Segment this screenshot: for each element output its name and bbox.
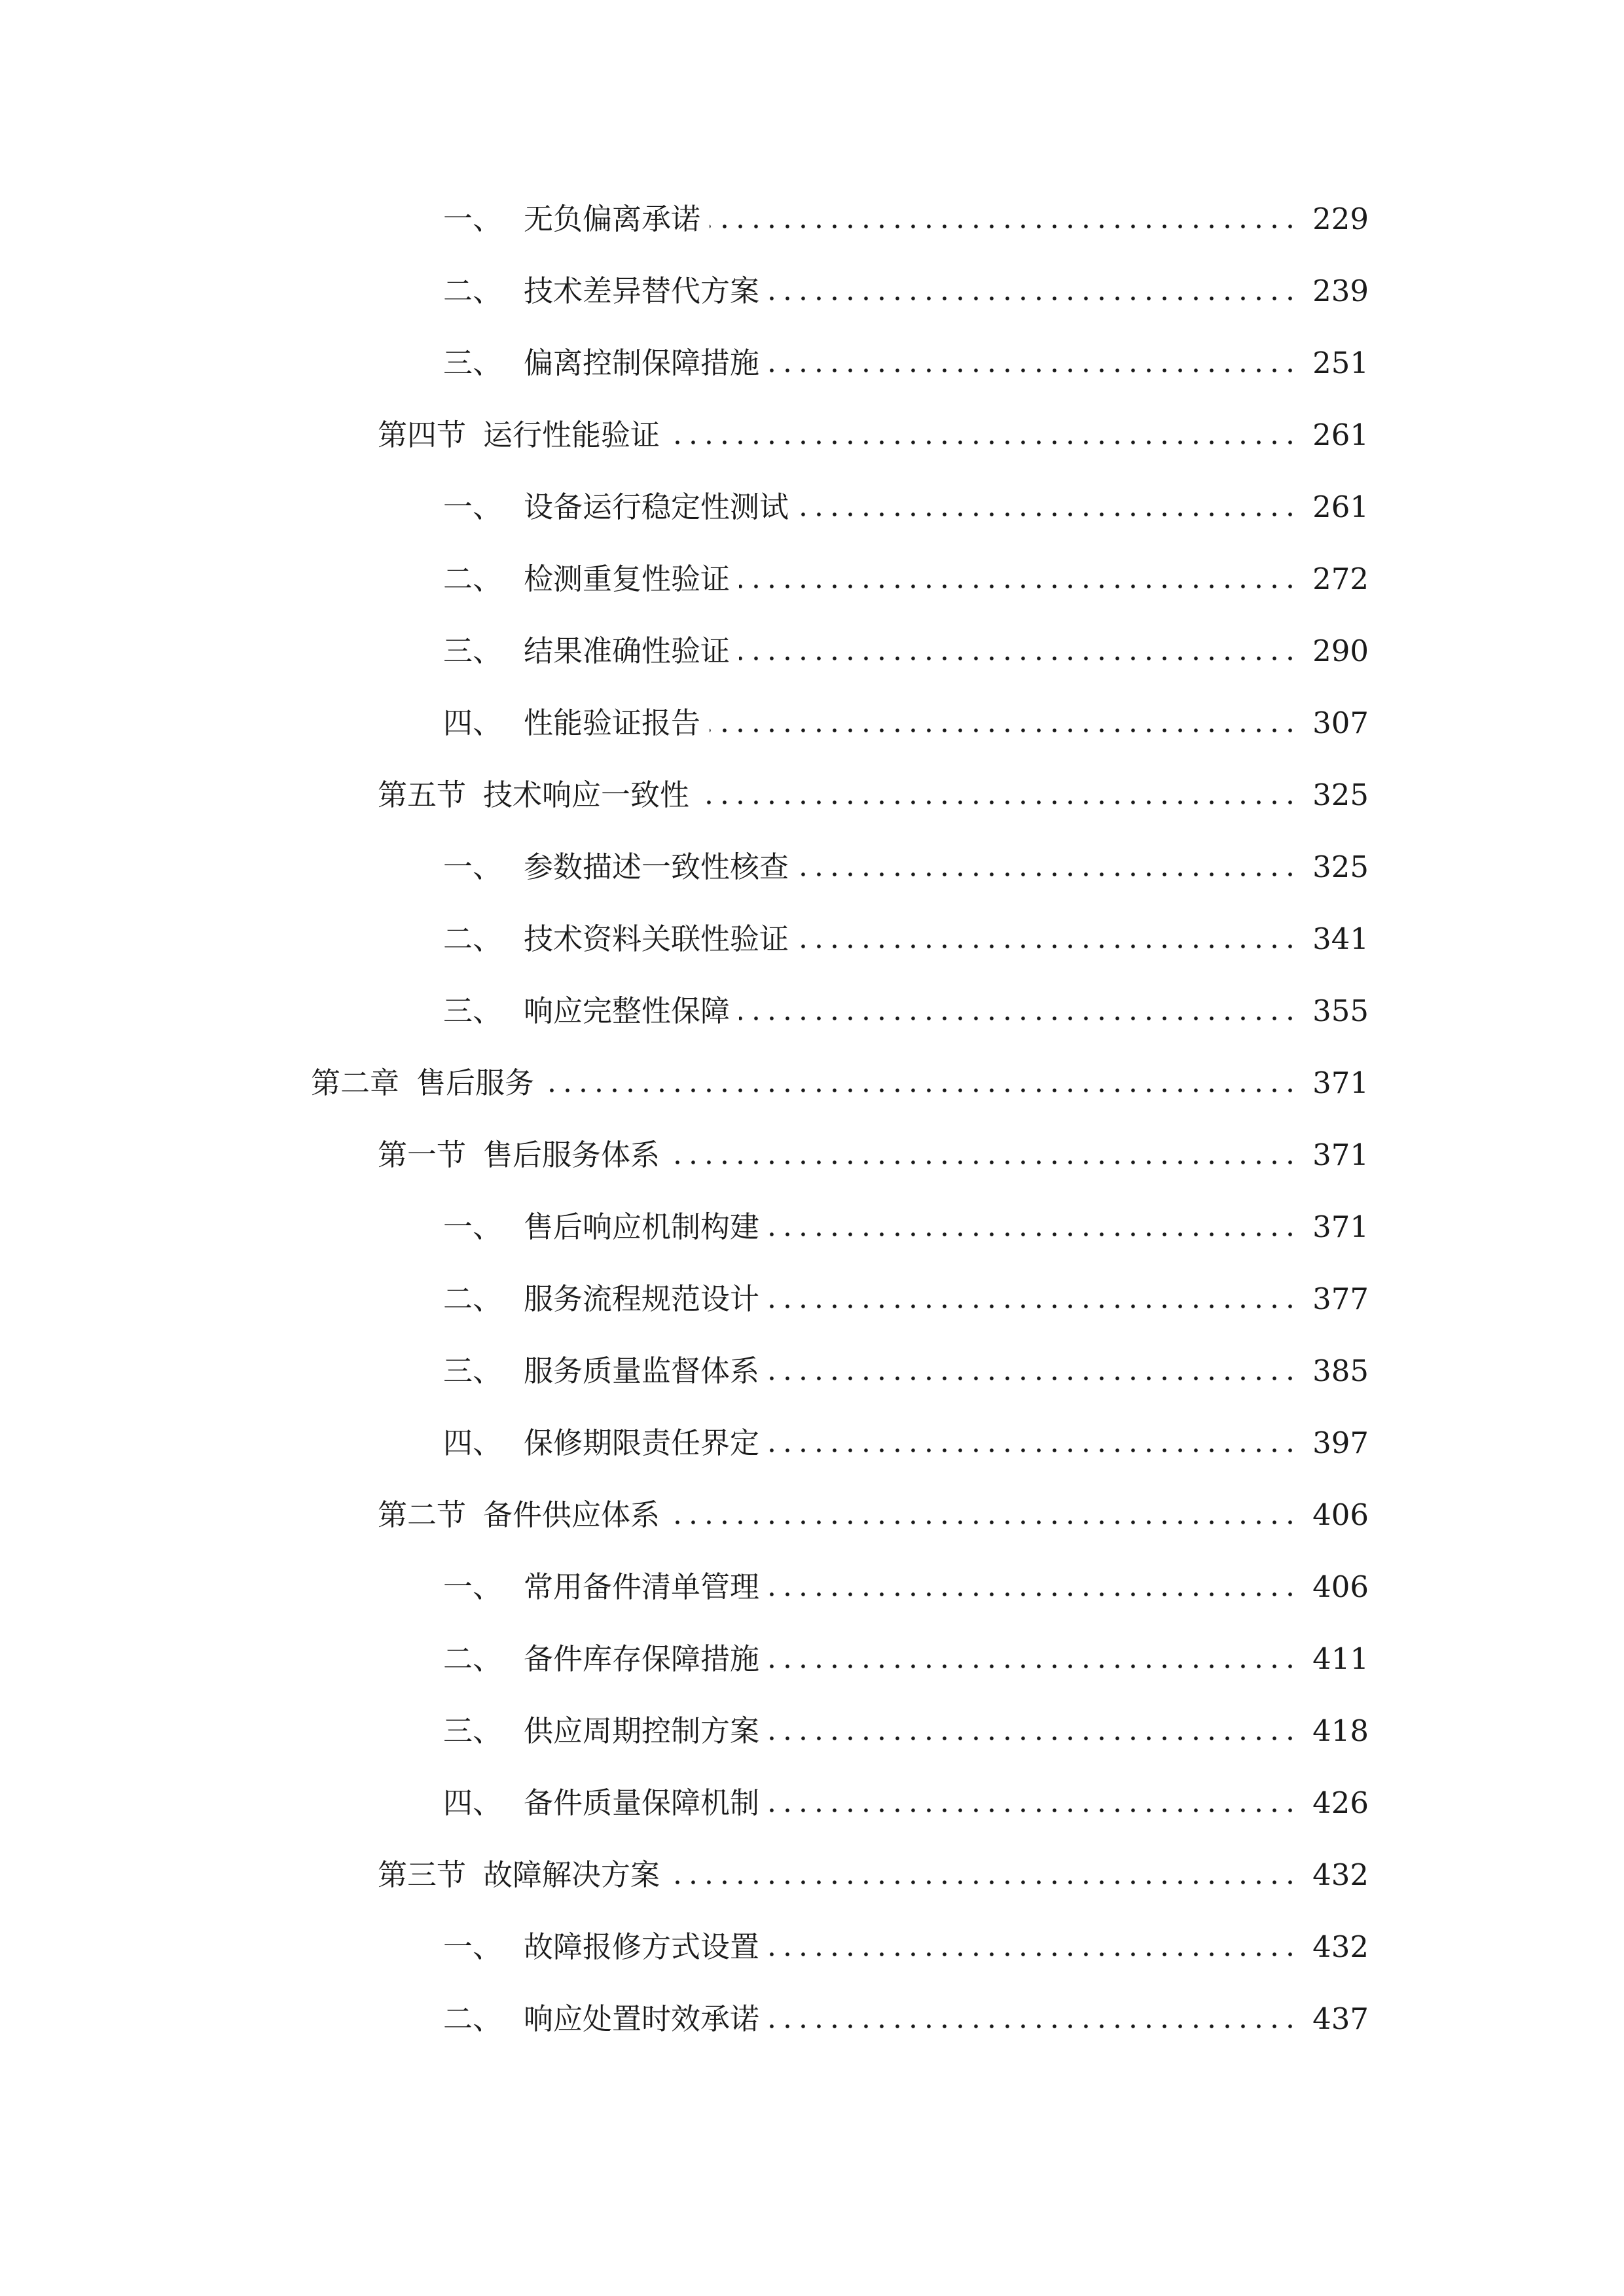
toc-entry[interactable] [0, 481, 1624, 533]
toc-entry-label [0, 1201, 759, 1253]
toc-entry-label [0, 769, 689, 821]
toc-entry-number: 二、 [443, 1641, 503, 1676]
toc-entry-number: 一、 [443, 1929, 503, 1964]
toc-entry-label [0, 1633, 759, 1685]
toc-entry-page: 385 [1312, 1354, 1369, 1388]
toc-entry[interactable] [0, 1345, 1624, 1397]
toc-section-entry[interactable] [0, 1129, 1624, 1181]
toc-entry-title: 故障报修方式设置 [524, 1929, 760, 1964]
dot-leader [768, 1561, 1298, 1613]
toc-entry[interactable] [0, 1417, 1624, 1469]
toc-entry-title: 技术资料关联性验证 [524, 922, 789, 956]
toc-entry-number: 四、 [443, 1785, 503, 1820]
toc-section-entry[interactable] [0, 1849, 1624, 1901]
dot-leader [798, 841, 1298, 893]
toc-entry-page: 411 [1312, 1641, 1369, 1676]
toc-entry-page: 371 [1312, 1138, 1369, 1172]
toc-entry-number: 三、 [443, 634, 503, 668]
toc-entry-title: 偏离控制保障措施 [524, 346, 760, 380]
toc-entry-title: 运行性能验证 [483, 418, 660, 452]
toc-entry-label [0, 1417, 759, 1469]
dot-leader [669, 409, 1298, 461]
dot-leader [768, 1345, 1298, 1397]
toc-entry[interactable] [0, 337, 1624, 389]
toc-entry-label [0, 1849, 660, 1901]
toc-entry[interactable] [0, 697, 1624, 749]
toc-entry-page: 229 [1312, 202, 1369, 236]
toc-entry[interactable] [0, 1201, 1624, 1253]
toc-entry-title: 备件供应体系 [483, 1498, 660, 1532]
toc-entry-number: 一、 [443, 1210, 503, 1244]
toc-entry-number: 第二节 [378, 1498, 467, 1532]
toc-entry-number: 二、 [443, 274, 503, 308]
dot-leader [768, 1273, 1298, 1325]
toc-entry-label [0, 913, 789, 965]
toc-entry-label [0, 1345, 759, 1397]
toc-entry-number: 第五节 [378, 778, 467, 812]
toc-entry-title: 参数描述一致性核查 [524, 850, 789, 884]
toc-entry-page: 325 [1312, 778, 1369, 812]
toc-entry-page: 432 [1312, 1929, 1369, 1964]
toc-entry-label [0, 841, 789, 893]
dot-leader [768, 1777, 1298, 1829]
toc-entry-title: 备件库存保障措施 [524, 1641, 760, 1676]
dot-leader [739, 553, 1298, 605]
toc-entry[interactable] [0, 1777, 1624, 1829]
dot-leader [768, 265, 1298, 317]
toc-entry-page: 239 [1312, 274, 1369, 308]
toc-entry-title: 服务质量监督体系 [524, 1354, 760, 1388]
toc-entry-number: 二、 [443, 1282, 503, 1316]
toc-entry[interactable] [0, 1993, 1624, 2045]
toc-entry-page: 341 [1312, 922, 1369, 956]
toc-entry-page: 325 [1312, 850, 1369, 884]
toc-entry-label [0, 1129, 660, 1181]
toc-entry-page: 272 [1312, 562, 1369, 596]
dot-leader [739, 625, 1298, 677]
dot-leader [798, 913, 1298, 965]
dot-leader [710, 697, 1298, 749]
toc-entry-label [0, 1057, 534, 1109]
toc-entry[interactable] [0, 193, 1624, 245]
toc-entry-title: 技术差异替代方案 [524, 274, 760, 308]
toc-entry-number: 三、 [443, 346, 503, 380]
toc-chapter-entry[interactable] [0, 1057, 1624, 1109]
toc-entry-label [0, 1777, 759, 1829]
toc-entry[interactable] [0, 1561, 1624, 1613]
toc-entry-label [0, 1273, 759, 1325]
toc-entry-number: 二、 [443, 922, 503, 956]
dot-leader [768, 1417, 1298, 1469]
toc-entry-title: 无负偏离承诺 [524, 202, 701, 236]
toc-entry[interactable] [0, 1633, 1624, 1685]
toc-entry[interactable] [0, 625, 1624, 677]
toc-entry-page: 307 [1312, 706, 1369, 740]
toc-entry[interactable] [0, 913, 1624, 965]
dot-leader [669, 1129, 1298, 1181]
toc-entry-label [0, 553, 730, 605]
toc-entry[interactable] [0, 985, 1624, 1037]
toc-entry-number: 第四节 [378, 418, 467, 452]
dot-leader [768, 1921, 1298, 1973]
toc-entry-label [0, 1705, 759, 1757]
dot-leader [768, 1993, 1298, 2045]
toc-entry-title: 技术响应一致性 [483, 778, 690, 812]
toc-entry-number: 二、 [443, 2001, 503, 2036]
toc-entry-label [0, 409, 660, 461]
toc-entry-page: 406 [1312, 1498, 1369, 1532]
toc-entry-label [0, 625, 730, 677]
dot-leader [669, 1849, 1298, 1901]
dot-leader [768, 1201, 1298, 1253]
toc-entry-page: 406 [1312, 1570, 1369, 1604]
toc-section-entry[interactable] [0, 409, 1624, 461]
toc-entry-title: 设备运行稳定性测试 [524, 490, 789, 524]
toc-entry-title: 服务流程规范设计 [524, 1282, 760, 1316]
toc-entry[interactable] [0, 841, 1624, 893]
toc-entry-title: 备件质量保障机制 [524, 1785, 760, 1820]
toc-entry-number: 一、 [443, 1570, 503, 1604]
toc-entry[interactable] [0, 265, 1624, 317]
toc-entry-label [0, 193, 700, 245]
toc-entry-label [0, 1993, 759, 2045]
toc-entry-title: 供应周期控制方案 [524, 1713, 760, 1748]
toc-entry-number: 四、 [443, 1426, 503, 1460]
toc-section-entry[interactable] [0, 769, 1624, 821]
toc-entry-label [0, 1921, 759, 1973]
toc-entry-page: 377 [1312, 1282, 1369, 1316]
toc-entry-title: 常用备件清单管理 [524, 1570, 760, 1604]
toc-entry-number: 四、 [443, 706, 503, 740]
toc-entry-number: 一、 [443, 850, 503, 884]
dot-leader [710, 193, 1298, 245]
toc-entry-page: 261 [1312, 418, 1369, 452]
toc-entry-number: 一、 [443, 490, 503, 524]
toc-entry[interactable] [0, 553, 1624, 605]
toc-entry-label [0, 697, 700, 749]
dot-leader [543, 1057, 1298, 1109]
toc-entry-page: 261 [1312, 490, 1369, 524]
toc-entry-number: 第一节 [378, 1138, 467, 1172]
dot-leader [768, 1633, 1298, 1685]
toc-entry-label [0, 481, 789, 533]
toc-entry-label [0, 265, 759, 317]
toc-entry-label [0, 1561, 759, 1613]
dot-leader [768, 337, 1298, 389]
toc-entry-page: 290 [1312, 634, 1369, 668]
toc-entry-page: 437 [1312, 2001, 1369, 2036]
toc-entry-title: 响应处置时效承诺 [524, 2001, 760, 2036]
toc-entry-page: 426 [1312, 1785, 1369, 1820]
toc-entry-number: 第二章 [311, 1066, 400, 1100]
toc-entry-page: 432 [1312, 1857, 1369, 1892]
toc-entry[interactable] [0, 1273, 1624, 1325]
toc-entry-title: 性能验证报告 [524, 706, 701, 740]
toc-entry-title: 保修期限责任界定 [524, 1426, 760, 1460]
dot-leader [739, 985, 1298, 1037]
toc-entry-title: 售后服务 [416, 1066, 535, 1100]
toc-entry-label [0, 337, 759, 389]
toc-entry-number: 三、 [443, 1354, 503, 1388]
toc-entry-number: 三、 [443, 1713, 503, 1748]
toc-entry-title: 结果准确性验证 [524, 634, 731, 668]
toc-entry-number: 第三节 [378, 1857, 467, 1892]
dot-leader [798, 481, 1298, 533]
toc-entry-page: 251 [1312, 346, 1369, 380]
toc-section-entry[interactable] [0, 1489, 1624, 1541]
toc-entry-number: 一、 [443, 202, 503, 236]
toc-entry[interactable] [0, 1705, 1624, 1757]
toc-entry-page: 371 [1312, 1210, 1369, 1244]
toc-entry-title: 售后服务体系 [483, 1138, 660, 1172]
toc-entry-page: 355 [1312, 994, 1369, 1028]
toc-entry[interactable] [0, 1921, 1624, 1973]
toc-entry-title: 售后响应机制构建 [524, 1210, 760, 1244]
toc-entry-title: 检测重复性验证 [524, 562, 731, 596]
toc-entry-page: 397 [1312, 1426, 1369, 1460]
toc-entry-number: 二、 [443, 562, 503, 596]
toc-entry-number: 三、 [443, 994, 503, 1028]
dot-leader [698, 769, 1298, 821]
toc-entry-title: 故障解决方案 [483, 1857, 660, 1892]
dot-leader [768, 1705, 1298, 1757]
toc-entry-label [0, 1489, 660, 1541]
toc-entry-label [0, 985, 730, 1037]
toc-entry-page: 418 [1312, 1713, 1369, 1748]
dot-leader [669, 1489, 1298, 1541]
toc-entry-page: 371 [1312, 1066, 1369, 1100]
toc-entry-title: 响应完整性保障 [524, 994, 731, 1028]
